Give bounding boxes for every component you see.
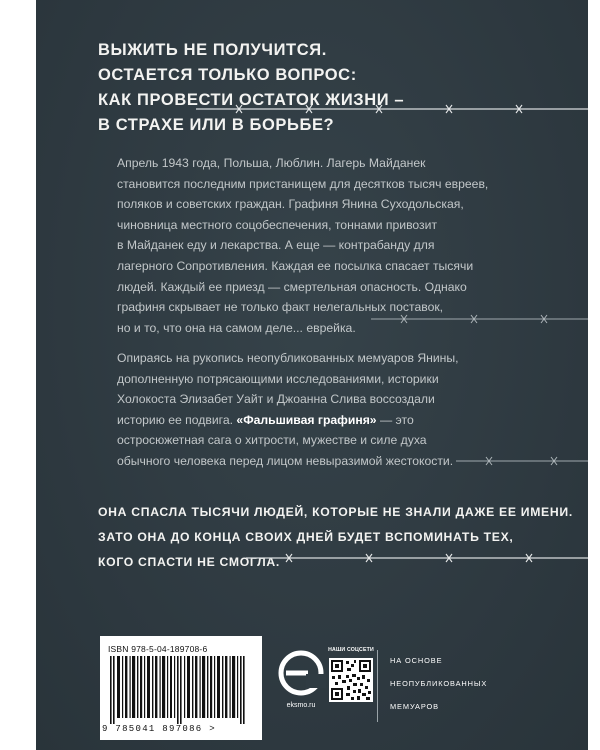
text-line: Холокоста Элизабет Уайт и Джоанна Слива воссоздали bbox=[117, 392, 435, 407]
text-line: чиновница местного соцобеспечения, тоннами привозит bbox=[117, 217, 438, 232]
text-line: становится последним пристанищем для десятков тысяч евреев, bbox=[117, 176, 489, 191]
text-line: дополненную потрясающими исследованиями, историки bbox=[117, 371, 439, 386]
closing-line: ЗАТО ОНА ДО КОНЦА СВОИХ ДНЕЙ БУДЕТ ВСПОМИНАТЬ ТЕХ, bbox=[98, 530, 514, 544]
text-line: остросюжетная сага о хитрости, мужестве и силе духа bbox=[117, 433, 427, 448]
barbed-wire-decoration bbox=[371, 314, 588, 324]
tagline-line: КАК ПРОВЕСТИ ОСТАТОК ЖИЗНИ – bbox=[98, 91, 405, 109]
barbed-wire-decoration bbox=[246, 553, 588, 563]
barcode-icon bbox=[110, 656, 250, 724]
tagline-line: В СТРАХЕ ИЛИ В БОРЬБЕ? bbox=[98, 116, 335, 134]
text-line: в Майданек еду и лекарства. А еще — контрабанду для bbox=[117, 238, 435, 253]
book-title: «Фальшивая графиня» bbox=[236, 412, 377, 427]
synopsis-paragraph bbox=[117, 153, 489, 338]
based-on-line: НА ОСНОВЕ bbox=[390, 656, 443, 665]
tagline-line: ОСТАЕТСЯ ТОЛЬКО ВОПРОС: bbox=[98, 66, 357, 84]
qr-code-icon[interactable] bbox=[329, 658, 373, 702]
based-on-line: НЕОПУБЛИКОВАННЫХ bbox=[390, 679, 488, 688]
social-label: НАШИ СОЦСЕТИ bbox=[328, 647, 374, 653]
text-line: но и то, что она на самом деле... еврейка. bbox=[117, 320, 356, 335]
closing-statement bbox=[98, 500, 573, 575]
publisher-block bbox=[276, 648, 326, 718]
text-line bbox=[117, 410, 437, 431]
tagline bbox=[98, 38, 404, 138]
book-back-cover bbox=[36, 0, 588, 750]
text-fragment: — это bbox=[379, 412, 414, 427]
tagline-line: ВЫЖИТЬ НЕ ПОЛУЧИТСЯ. bbox=[98, 41, 327, 59]
closing-line: ОНА СПАСЛА ТЫСЯЧИ ЛЮДЕЙ, КОТОРЫЕ НЕ ЗНАЛИ ДАЖЕ ЕЕ ИМЕНИ. bbox=[98, 505, 573, 519]
isbn-label: ISBN 978-5-04-189708-6 bbox=[108, 644, 208, 654]
barcode-number: 9 785041 897086 > bbox=[102, 724, 216, 734]
text-line: лагерного Сопротивления. Каждая ее посылка спасает тысячи bbox=[117, 258, 474, 273]
text-line: Опираясь на рукопись неопубликованных мемуаров Янины, bbox=[117, 351, 459, 365]
text-line: графиня скрывает не только факт нелегальных поставок, bbox=[117, 300, 444, 315]
eksmo-logo-icon bbox=[276, 648, 326, 700]
social-block bbox=[326, 647, 376, 707]
divider bbox=[377, 650, 378, 722]
text-line: обычного человека перед лицом невыразимой жестокости. bbox=[117, 453, 454, 468]
based-on-label bbox=[390, 649, 487, 718]
isbn-barcode-box bbox=[100, 636, 262, 740]
text-line: людей. Каждый ее приезд — смертельная опасность. Однако bbox=[117, 279, 467, 294]
barbed-wire-decoration bbox=[196, 104, 588, 114]
about-paragraph bbox=[117, 348, 459, 472]
text-line: поляков и советских граждан. Графиня Янина Суходольская, bbox=[117, 197, 464, 212]
closing-line: КОГО СПАСТИ НЕ СМОГЛА. bbox=[98, 555, 281, 569]
text-fragment: историю ее подвига. bbox=[117, 412, 234, 427]
based-on-line: МЕМУАРОВ bbox=[390, 702, 440, 711]
publisher-url: eksmo.ru bbox=[286, 702, 316, 709]
text-line: Апрель 1943 года, Польша, Люблин. Лагерь Майданек bbox=[117, 156, 426, 170]
barbed-wire-decoration bbox=[456, 456, 588, 466]
